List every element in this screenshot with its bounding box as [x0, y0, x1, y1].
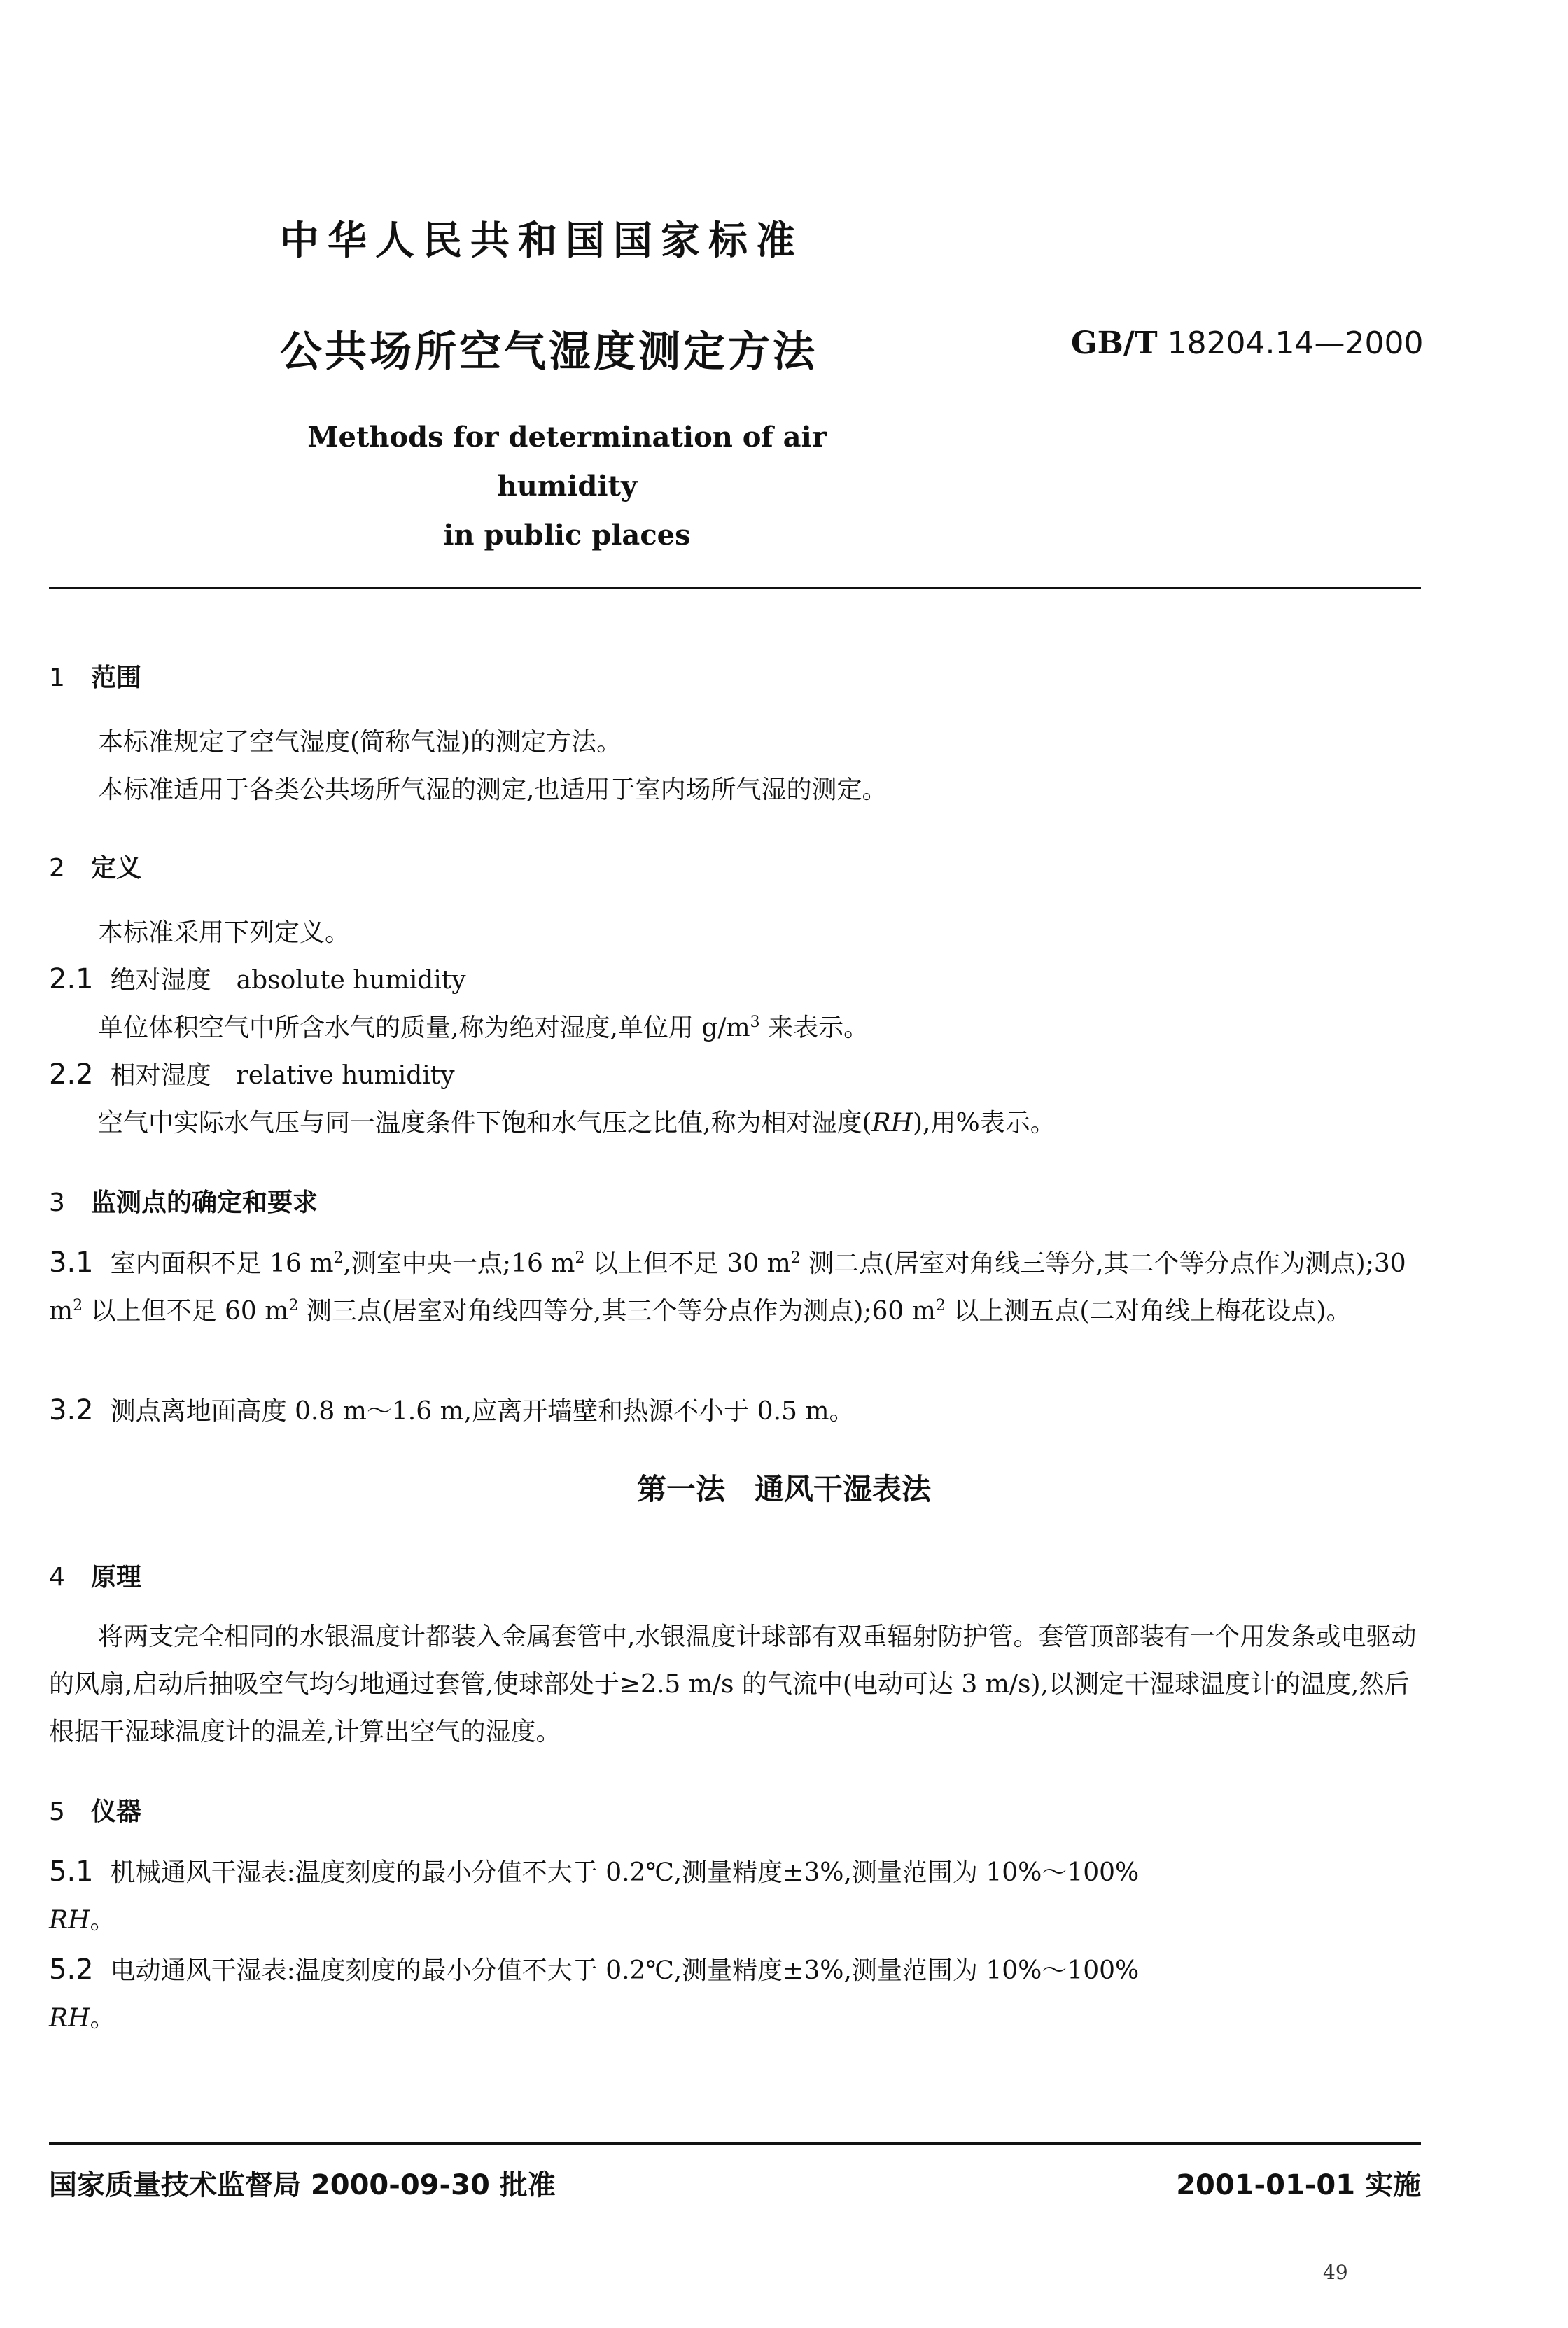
section-number: 1: [49, 664, 65, 692]
clause-text: 测二点(居室对角线三等分,其二个等分点作为测点);30 m: [49, 1249, 1406, 1326]
clause-text: 以上但不足 30 m: [584, 1249, 791, 1278]
page-number: 49: [1323, 2261, 1348, 2284]
definition: [98, 1103, 1056, 1139]
period: 。: [90, 1906, 115, 1935]
superscript: 2: [288, 1297, 299, 1314]
period: 。: [90, 2004, 115, 2033]
footer-divider: [49, 2142, 1421, 2145]
clause-text: 测三点(居室对角线四等分,其三个等分点作为测点);60 m: [298, 1297, 936, 1326]
term: 相对湿度 relative humidity: [110, 1061, 455, 1090]
rh-symbol: RH: [49, 1906, 90, 1935]
section-4-heading: [49, 1557, 141, 1593]
document-title: 公共场所空气湿度测定方法: [280, 328, 818, 377]
section-2-heading: [49, 848, 141, 884]
section-title: 原理: [91, 1563, 142, 1592]
section-number: 3: [49, 1188, 65, 1217]
clause-text: 以上测五点(二对角线上梅花设点)。: [945, 1297, 1352, 1326]
paragraph: 本标准适用于各类公共场所气湿的测定,也适用于室内场所气湿的测定。: [98, 776, 888, 804]
clause-5-2: [49, 1946, 1421, 2042]
clause-text: 机械通风干湿表:温度刻度的最小分值不大于 0.2℃,测量精度±3%,测量范围为 10%～100%: [110, 1858, 1140, 1887]
superscript: 2: [935, 1297, 946, 1314]
clause-3-2: [49, 1391, 854, 1427]
clause-number: 2.2: [49, 1058, 94, 1091]
section-3-heading: [49, 1183, 318, 1219]
clause-number: 2.1: [49, 963, 94, 995]
clause-number: 5.2: [49, 1954, 94, 1986]
method-heading: 第一法 通风干湿表法: [636, 1472, 931, 1506]
section-number: 5: [49, 1797, 65, 1826]
clause-number: 3.2: [49, 1394, 94, 1426]
definition-text: 单位体积空气中所含水气的质量,称为绝对湿度,单位用 g/m: [98, 1014, 750, 1042]
org-title: 中华人民共和国国家标准: [280, 218, 804, 264]
superscript: 3: [750, 1014, 760, 1031]
english-title-line2: in public places: [443, 519, 691, 552]
term: 绝对湿度 absolute humidity: [110, 966, 466, 995]
definition-text: ),用%表示。: [913, 1109, 1056, 1137]
clause-text: 测点离地面高度 0.8 m～1.6 m,应离开墙壁和热源不小于 0.5 m。: [110, 1397, 855, 1426]
definition-text: 来表示。: [760, 1014, 869, 1042]
clause-text: 以上但不足 60 m: [83, 1297, 289, 1326]
section-5-heading: [49, 1792, 141, 1828]
clause-number: 3.1: [49, 1247, 94, 1279]
definition: [98, 1008, 869, 1044]
header-divider: [49, 587, 1421, 589]
implementation-line: 2001-01-01 实施: [1176, 2169, 1421, 2201]
clause-5-1: [49, 1848, 1421, 1944]
superscript: 2: [333, 1249, 344, 1267]
clause-number: 5.1: [49, 1856, 94, 1888]
standard-number: [1071, 325, 1424, 361]
rh-symbol: RH: [872, 1109, 913, 1137]
english-title-line1: Methods for determination of air humidity: [307, 421, 827, 503]
section-number: 4: [49, 1563, 65, 1592]
section-title: 监测点的确定和要求: [91, 1188, 318, 1217]
standard-code: 18204.14—2000: [1167, 325, 1424, 361]
definition-text: 空气中实际水气压与同一温度条件下饱和水气压之比值,称为相对湿度(: [98, 1109, 872, 1137]
superscript: 2: [575, 1249, 585, 1267]
clause-2-1: [49, 960, 466, 996]
clause-2-2: [49, 1056, 455, 1091]
rh-symbol: RH: [49, 2004, 90, 2033]
section-number: 2: [49, 854, 65, 883]
principle-paragraph: 将两支完全相同的水银温度计都装入金属套管中,水银温度计球部有双重辐射防护管。套管顶部装有一个用发条或电驱动的风扇,启动后抽吸空气均匀地通过套管,使球部处于≥2.5 m/s 的气流中(电动可达 3 m/s),以测定干湿球温度计的温度,然后根据干湿球温度计的温差,计算出空气的湿度。: [49, 1622, 1417, 1746]
section-1-heading: [49, 658, 141, 694]
standard-prefix: GB/T: [1071, 325, 1158, 361]
superscript: 2: [790, 1249, 801, 1267]
superscript: 2: [73, 1297, 83, 1314]
clause-text: 室内面积不足 16 m: [110, 1249, 334, 1278]
paragraph: 本标准规定了空气湿度(简称气湿)的测定方法。: [98, 728, 622, 757]
clause-text: 电动通风干湿表:温度刻度的最小分值不大于 0.2℃,测量精度±3%,测量范围为 10%～100%: [110, 1956, 1140, 1985]
section-title: 仪器: [91, 1797, 142, 1826]
approval-line: 国家质量技术监督局 2000-09-30 批准: [49, 2169, 556, 2201]
paragraph: 本标准采用下列定义。: [98, 918, 351, 947]
section-title: 范围: [91, 664, 142, 692]
section-title: 定义: [91, 854, 142, 883]
clause-3-1: [49, 1239, 1421, 1335]
clause-text: ,测室中央一点;16 m: [343, 1249, 575, 1278]
english-title: [273, 413, 861, 560]
